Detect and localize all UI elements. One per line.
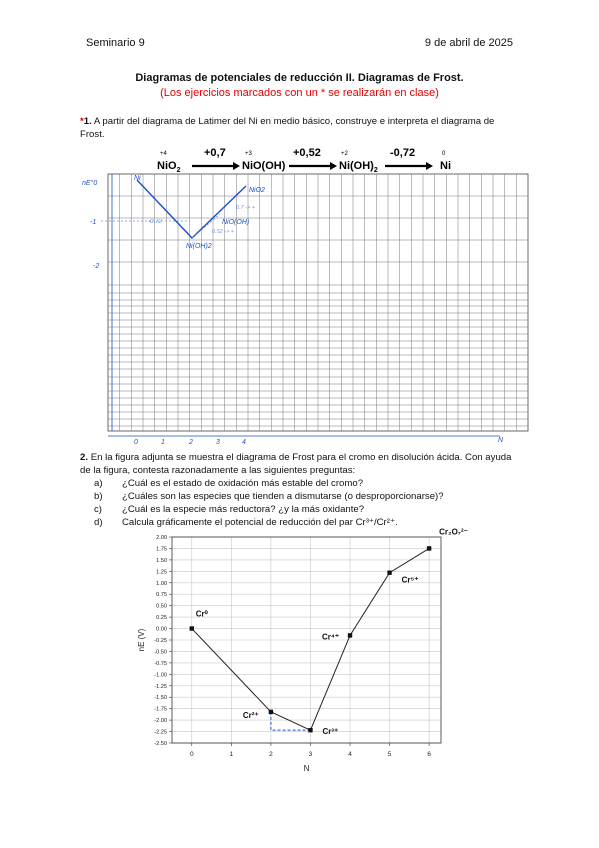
- hw-x-tick-0: 0: [134, 439, 138, 446]
- chart-point-label: Cr₂O₇²⁻: [439, 527, 468, 537]
- exercise2-text: En la figura adjunta se muestra el diagrama de Frost para el cromo en disolución ácida. Con ayuda: [90, 452, 512, 463]
- chart-ytick-label: 1.00: [156, 580, 167, 587]
- hw-y-minus2: -2: [93, 263, 100, 270]
- hw-label-nio2: NiO2: [249, 187, 265, 194]
- chart-labels: [196, 527, 468, 736]
- hw-y-minus1: -1: [90, 219, 97, 226]
- chart-xlabel: N: [303, 764, 310, 773]
- hw-label-niooh: NiO(OH): [222, 219, 250, 226]
- chart-point: [308, 728, 312, 732]
- chart-ytick-label: 1.75: [156, 546, 167, 553]
- latimer-ox-0: +4: [160, 151, 167, 157]
- latimer-ox-3: 0: [442, 151, 446, 157]
- chart-ytick-label: 1.25: [156, 569, 167, 576]
- chart-ytick-label: 1.50: [156, 557, 167, 564]
- chart-ytick-label: -0.75: [154, 660, 167, 667]
- exercise1-number: 1.: [83, 116, 92, 127]
- question-c: c) ¿Cuál es la especie más reductora? ¿y la más oxidante?: [94, 504, 365, 515]
- chart-point: [269, 710, 273, 714]
- latimer-species-1: NiO(OH): [242, 160, 286, 172]
- chart-xtick-label: 1: [229, 751, 234, 758]
- chart-axes: [137, 535, 441, 773]
- header-left: Seminario 9: [86, 37, 145, 49]
- chart-xtick-label: 2: [269, 751, 273, 758]
- chart-point-label: Cr³⁺: [322, 727, 339, 737]
- hw-note-0: 0.7 -> +: [236, 205, 255, 211]
- question-a: a) ¿Cuál es el estado de oxidación más estable del cromo?: [94, 478, 364, 489]
- exercise1-star: *: [80, 116, 84, 127]
- latimer-species-2: $Ni(OH)_2$: [339, 160, 378, 174]
- latimer-ox-2: +2: [341, 151, 348, 157]
- hw-x-tick-4: 4: [242, 439, 246, 446]
- hw-label-ni: Ni: [134, 175, 141, 182]
- question-b: b) ¿Cuáles son las especies que tienden a dismutarse (o desproporcionarse)?: [94, 491, 444, 502]
- hw-label-nioh2: Ni(OH)2: [186, 243, 212, 250]
- chart-point: [190, 626, 194, 630]
- hw-x-tick-1: 1: [161, 439, 165, 446]
- question-d: d) Calcula gráficamente el potencial de reducción del par Cr³⁺/Cr²⁺.: [94, 517, 398, 528]
- chart-ytick-label: -2.00: [154, 718, 167, 725]
- chart-ytick-label: 0.75: [156, 592, 167, 599]
- chart-point: [348, 633, 352, 637]
- hw-x-tick-3: 3: [216, 439, 220, 446]
- hw-x-label: N: [498, 437, 504, 444]
- chart-ytick-label: -2.50: [154, 741, 167, 747]
- exercise2-text2: de la figura, contesta razonadamente a las siguientes preguntas:: [80, 465, 356, 476]
- chart-ytick-label: -1.75: [154, 706, 167, 713]
- chart-xtick-label: 3: [308, 751, 313, 758]
- chart-ytick-label: -1.50: [154, 695, 167, 702]
- hw-note-1: 0.52 -> +: [212, 229, 235, 235]
- page-title: Diagramas de potenciales de reducción II. Diagramas de Frost.: [135, 72, 464, 84]
- exercise1-text: A partir del diagrama de Latimer del Ni en medio básico, construye e interpreta el diagrama de: [93, 116, 495, 127]
- hw-y-label: nE°0: [82, 180, 98, 187]
- hw-x-tick-2: 2: [189, 439, 193, 446]
- chart-xtick-label: 0: [189, 751, 194, 758]
- header-right: 9 de abril de 2025: [424, 37, 513, 49]
- latimer-species-3: Ni: [440, 160, 451, 172]
- chart-ytick-label: -0.25: [154, 638, 167, 644]
- chart-ytick-label: -0.50: [154, 649, 167, 656]
- chart-xtick-label: 5: [387, 751, 392, 758]
- chart-ytick-label: 2.00: [156, 535, 167, 541]
- chart-point-label: Cr⁰: [195, 609, 208, 619]
- hw-dashed-note: -0.72: [148, 219, 162, 225]
- chart-point: [427, 546, 431, 550]
- chart-point-label: Cr²⁺: [242, 710, 259, 720]
- exercise2-number: 2.: [80, 452, 89, 463]
- chart-point-label: Cr⁴⁺: [322, 632, 340, 642]
- chart-grid: [172, 537, 441, 743]
- latimer-potential-2: -0,72: [390, 147, 416, 159]
- chart-ytick-label: 0.50: [156, 603, 167, 610]
- chart-ytick-label: 0.25: [156, 615, 167, 622]
- chart-xtick-label: 6: [427, 751, 431, 758]
- chart-point: [387, 571, 391, 575]
- exercise1-text2: Frost.: [80, 129, 105, 140]
- chart-point-label: Cr⁵⁺: [401, 575, 419, 585]
- chart-ytick-label: -2.25: [154, 729, 167, 736]
- latimer-ox-1: +3: [245, 151, 252, 157]
- chart-xtick-label: 4: [348, 751, 352, 758]
- chart-ytick-label: -1.00: [154, 672, 167, 679]
- latimer-species-0: NiO$_2$: [157, 160, 181, 174]
- chart-ytick-label: -1.25: [154, 683, 167, 690]
- latimer-potential-1: +0,52: [293, 147, 321, 159]
- latimer-potential-0: +0,7: [204, 147, 226, 159]
- chart-ytick-label: 0.00: [156, 626, 167, 633]
- chart-ylabel: nE (V): [137, 628, 146, 652]
- page-subtitle: (Los ejercicios marcados con un * se realizarán en clase): [160, 87, 439, 99]
